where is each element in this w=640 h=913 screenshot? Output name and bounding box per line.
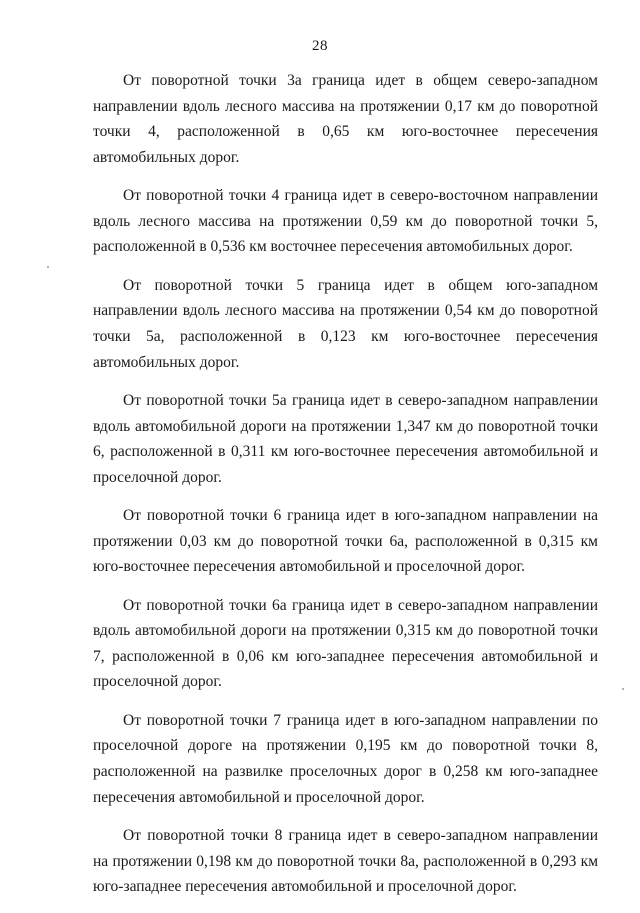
paragraph-point-5a: От поворотной точки 5а граница идет в северо-западном направлении вдоль автомобильной дороги на протяжении 1,347 км до поворотной точки 6, расположенной в 0,311 км юго-восточнее пересечения автомобильной и проселочной дорог. <box>93 391 598 486</box>
scan-speck <box>622 688 624 690</box>
scan-speck <box>47 266 49 268</box>
document-body <box>93 68 598 913</box>
paragraph-point-6: От поворотной точки 6 граница идет в юго-западном направлении на протяжении 0,03 км до поворотной точки 6а, расположенной в 0,315 км юго-восточнее пересечения автомобильной и проселочной дорог. <box>93 507 598 576</box>
paragraph-point-6a: От поворотной точки 6а граница идет в северо-западном направлении вдоль автомобильной дороги на протяжении 0,315 км до поворотной точки 7, расположенной в 0,06 км юго-западнее пересечения автомобильной и проселочной дорог. <box>93 596 598 691</box>
paragraph-point-5: От поворотной точки 5 граница идет в общем юго-западном направлении вдоль лесного массива на протяжении 0,54 км до поворотной точки 5а, расположенной в 0,123 км юго-восточнее пересечения автомобильных дорог. <box>93 276 598 371</box>
paragraph-point-4: От поворотной точки 4 граница идет в северо-восточном направлении вдоль лесного массива на протяжении 0,59 км до поворотной точки 5, расположенной в 0,536 км восточнее пересечения автомобильных дорог. <box>93 187 598 256</box>
paragraph-point-7: От поворотной точки 7 граница идет в юго-западном направлении по проселочной дороге на протяжении 0,195 км до поворотной точки 8, расположенной на развилке проселочных дорог в 0,258 км юго-западнее пересечения автомобильной и проселочной дорог. <box>93 711 598 806</box>
page-number: 28 <box>312 38 328 54</box>
paragraph-point-3a: От поворотной точки 3а граница идет в общем северо-западном направлении вдоль лесного массива на протяжении 0,17 км до поворотной точки 4, расположенной в 0,65 км юго-восточнее пересечения автомобильных дорог. <box>93 72 598 166</box>
paragraph-point-8: От поворотной точки 8 граница идет в северо-западном направлении на протяжении 0,198 км до поворотной точки 8а, расположенной в 0,293 км юго-западнее пересечения автомобильной и проселочной дорог. <box>93 827 598 896</box>
